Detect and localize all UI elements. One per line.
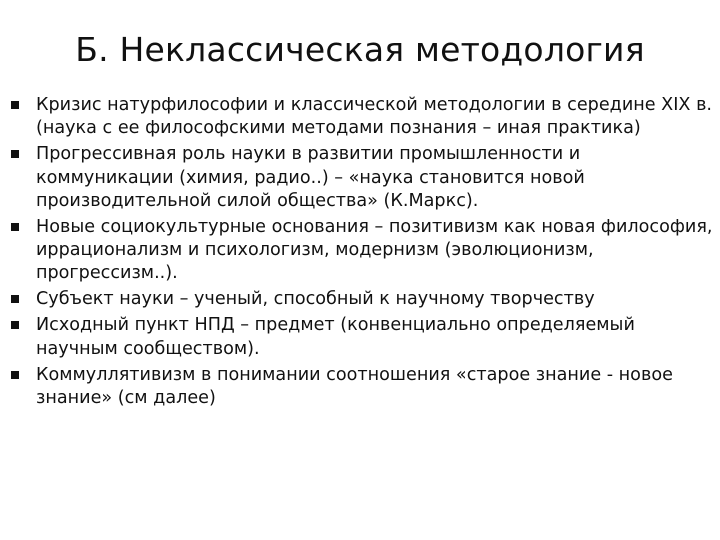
bullet-list	[10, 94, 715, 413]
slide-title: Б. Неклассическая методология	[75, 30, 645, 69]
square-bullet-icon	[11, 150, 19, 158]
bullet-item	[10, 288, 715, 311]
square-bullet-icon	[11, 101, 19, 109]
bullet-text: Новые социокультурные основания – позитивизм как новая философия, иррационализм и психологизм, модернизм (эволюционизм, прогрессизм..).	[36, 216, 713, 284]
bullet-text: Прогрессивная роль науки в развитии промышленности и коммуникации (химия, радио..) – «наука становится новой производительной силой общества» (К.Маркс).	[36, 144, 585, 211]
bullet-item	[10, 364, 715, 411]
bullet-item	[10, 143, 715, 213]
bullet-item	[10, 216, 715, 286]
square-bullet-icon	[11, 371, 19, 379]
bullet-item	[10, 94, 715, 141]
square-bullet-icon	[11, 321, 19, 329]
bullet-text: Кризис натурфилософии и классической методологии в середине XIX в. (наука с ее философскими методами познания – иная практика)	[36, 95, 713, 139]
square-bullet-icon	[11, 295, 19, 303]
bullet-text: Исходный пункт НПД – предмет (конвенциально определяемый научным сообществом).	[36, 315, 635, 359]
bullet-text: Субъект науки – ученый, способный к научному творчеству	[36, 289, 595, 310]
bullet-text: Коммуллятивизм в понимании соотношения «старое знание - новое знание» (см далее)	[36, 364, 673, 408]
square-bullet-icon	[11, 223, 19, 231]
bullet-item	[10, 314, 715, 361]
